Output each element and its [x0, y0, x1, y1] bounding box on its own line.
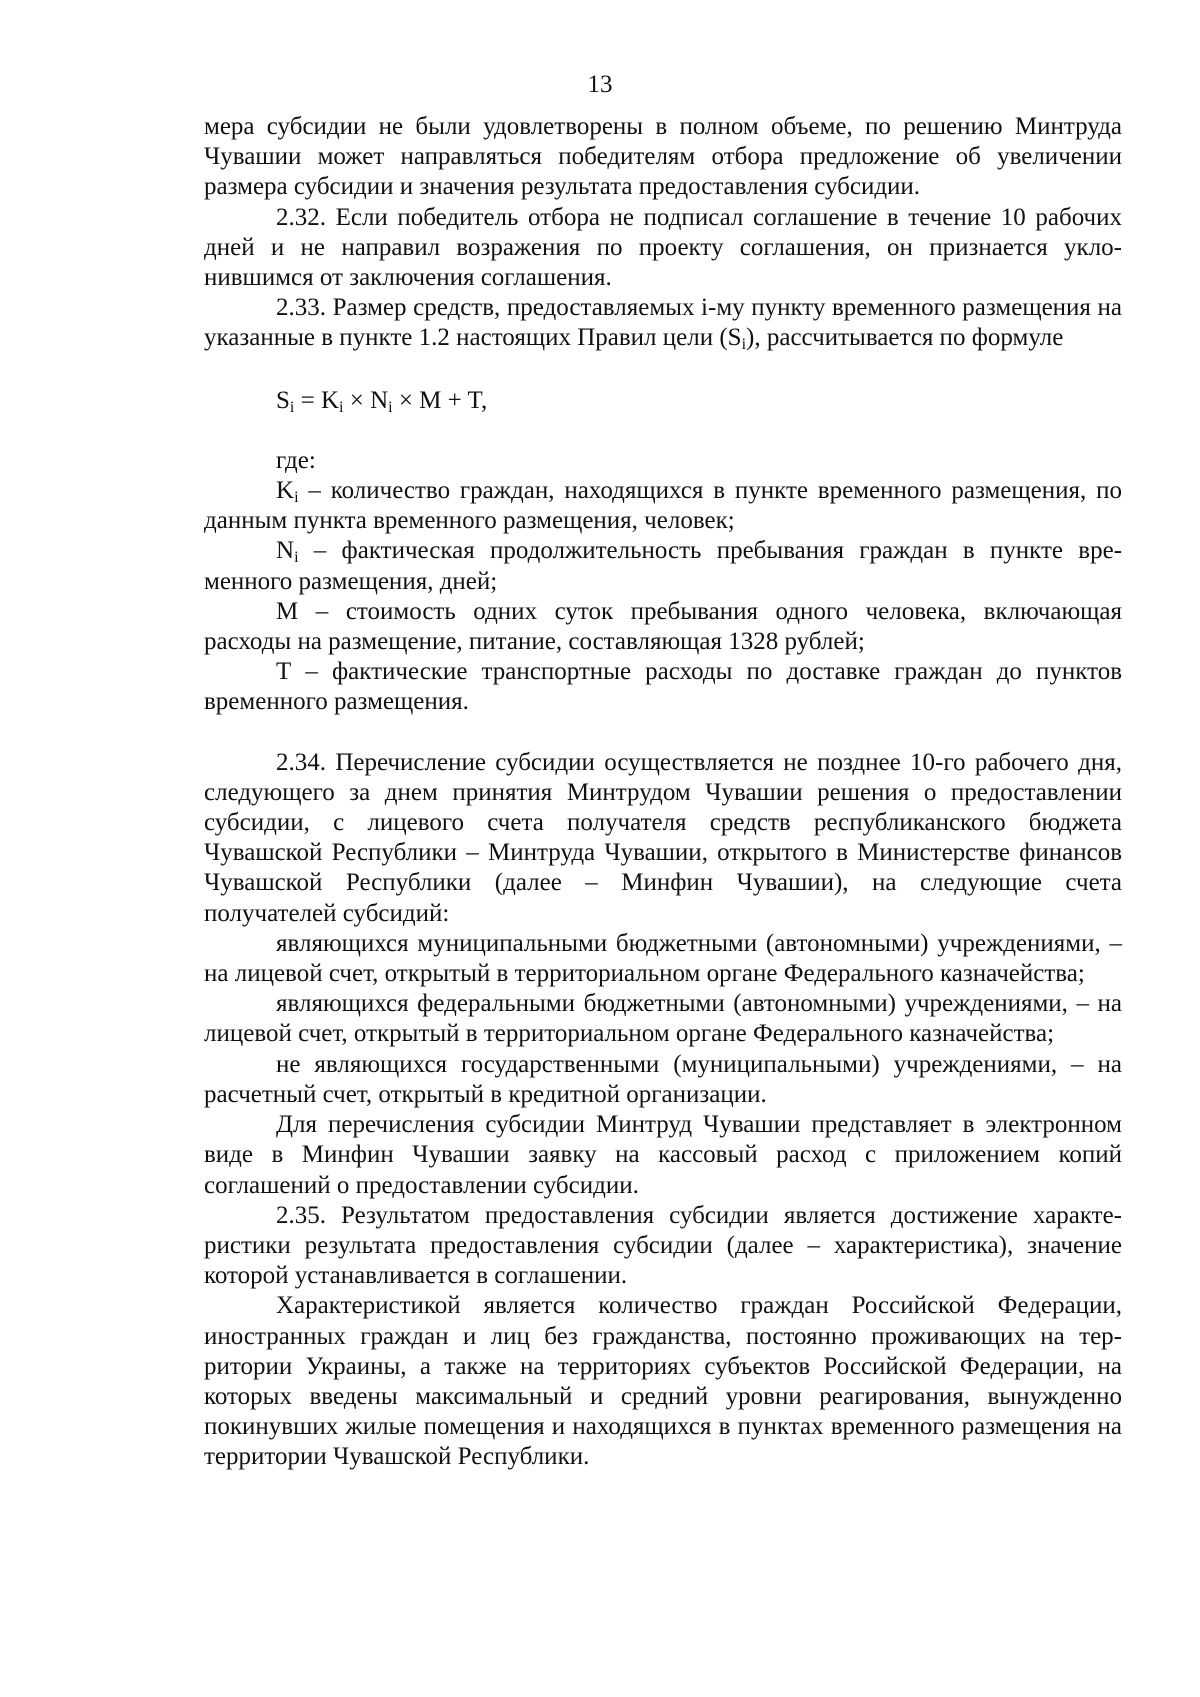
definition-k — [204, 476, 1122, 536]
definition-m: М – стоимость одних суток пребывания одного человека, включающая расходы на размещение, питание, составляющая 1328 рублей; — [204, 597, 1122, 656]
definition-n-symbol: N — [276, 537, 295, 565]
definition-k-subscript: i — [294, 489, 299, 507]
list-item-municipal: являющихся муниципальными бюджетными (автономными) учреждениями, – на лицевой счет, открытый в территориальном органе Федерального казначейства; — [204, 929, 1122, 988]
formula-eq-k: = K — [294, 386, 340, 414]
formula-sub-2: i — [339, 398, 344, 416]
formula-times-n: × N — [343, 386, 389, 414]
page-number: 13 — [587, 71, 613, 98]
formula-s: S — [276, 386, 290, 414]
subsidy-formula — [276, 386, 1122, 416]
where-label: где: — [276, 446, 316, 474]
paragraph-2-33-text-b: ), рассчитывается по формуле — [746, 324, 1064, 352]
definition-n-text: – фактическая продолжительность пребывания граждан в пункте временного размещения, дней; — [204, 537, 1122, 595]
formula-sub-1: i — [289, 398, 295, 416]
formula-rest: × M + T, — [392, 386, 488, 414]
definition-k-text: – количество граждан, находящихся в пункте временного размещения, по данным пункта временного размещения, человек; — [204, 477, 1122, 535]
definition-n — [204, 536, 1122, 596]
paragraph-2-32: 2.32. Если победитель отбора не подписал соглашение в течение 10 рабочих дней и не направил возражения по проекту соглашения, он признается уклонившимся от заключения соглашения. — [204, 203, 1122, 292]
definition-t: Т – фактические транспортные расходы по доставке граждан до пунктов временного размещения. — [204, 658, 1122, 716]
paragraph-2-33 — [204, 293, 1122, 353]
document-body — [204, 112, 1122, 1473]
definition-n-subscript: i — [294, 549, 299, 567]
paragraph-continuation: мера субсидии не были удовлетворены в полном объеме, по решению Минтруда Чувашии может направляться победителям отбора предложение об увеличении размера субсидии и значения результата предоставления субсидии. — [204, 113, 1122, 201]
paragraph-2-34: 2.34. Перечисление субсидии осуществляется не позднее 10-го рабочего дня, следующего за днем принятия Минтрудом Чувашии решения о предоставлении субсидии, с лицевого счета получателя средств республиканского бюджета Чувашской Республики – Минтруда Чувашии, открытого в Министерстве финансов Чувашской Республики (далее – Минфин Чувашии), на следующие счета получателей субсидий: — [204, 748, 1122, 927]
paragraph-transfer: Для перечисления субсидии Минтруд Чувашии представляет в электронном виде в Минфин Чувашии заявку на кассовый расход с приложением копий соглашений о предоставлении субсидии. — [204, 1111, 1122, 1199]
list-item-non-state: не являющихся государственными (муниципальными) учреждениями, – на расчетный счет, открытый в кредитной организации. — [204, 1050, 1122, 1108]
paragraph-2-33-text-a: 2.33. Размер средств, предоставляемых i-му пункту временного размещения на указанные в пункте 1.2 настоящих Правил цели (S — [204, 294, 1122, 352]
paragraph-characteristic: Характеристикой является количество граждан Российской Федерации, иностранных граждан и лиц без гражданства, постоянно проживающих на территории Украины, а также на территориях субъектов Российской Федерации, на которых введены максимальный и средний уровни реагирования, вынужденно покинувших жилые помещения и находящихся в пунктах временного размещения на территории Чувашской Республики. — [204, 1292, 1122, 1471]
list-item-federal: являющихся федеральными бюджетными (автономными) учреждениями, – на лицевой счет, открытый в территориальном органе Федерального казначейства; — [204, 990, 1122, 1048]
formula-sub-3: i — [388, 398, 393, 416]
paragraph-2-35: 2.35. Результатом предоставления субсидии является достижение характеристики результата предоставления субсидии (далее – характеристика), значение которой устанавливается в соглашении. — [204, 1201, 1122, 1290]
paragraph-2-33-subscript: i — [741, 336, 747, 354]
paragraph-gap — [204, 718, 1122, 748]
definition-k-symbol: K — [276, 477, 295, 505]
